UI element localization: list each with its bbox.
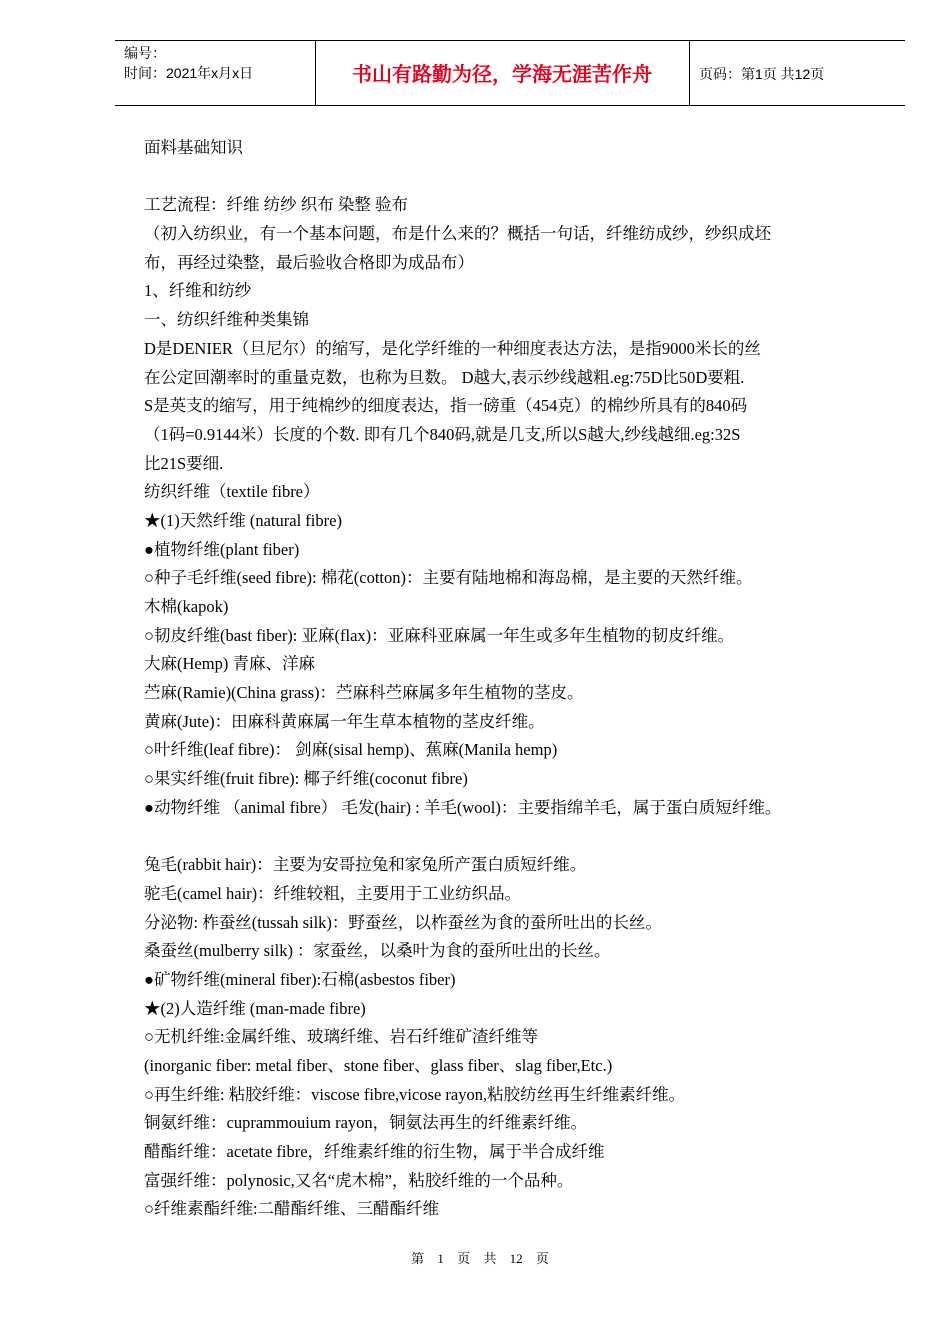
text-line: 富强纤维：polynosic,又名“虎木棉”，粘胶纤维的一个品种。 [144,1170,574,1190]
footer-page-total: 12 [509,1251,523,1266]
footer-text: 页 [457,1251,471,1266]
section-heading: 1、纤维和纺纱 [144,281,252,301]
text-line: (inorganic fiber: metal fiber、stone fiber、glass fiber、slag fiber,Etc.) [144,1056,613,1075]
header-divider [689,41,690,105]
time-label: 时间：2021年x月x日 [124,65,254,81]
text-line: 黄麻(Jute)：田麻科黄麻属一年生草本植物的茎皮纤维。 [144,711,545,731]
text-line: ○种子毛纤维(seed fibre): 棉花(cotton)：主要有陆地棉和海岛棉，是主要的天然纤维。 [144,568,753,588]
header-motto: 书山有路勤为径，学海无涯苦作舟 [352,62,652,86]
text-line: 桑蚕丝(mulberry silk) ：家蚕丝，以桑叶为食的蚕所吐出的长丝。 [144,941,611,961]
footer-page-current: 1 [437,1251,444,1266]
text-line: ○再生纤维: 粘胶纤维：viscose fibre,vicose rayon,粘胶纺丝再生纤维素纤维。 [144,1084,686,1104]
doc-title: 面料基础知识 [144,138,243,157]
text-line: D是DENIER（旦尼尔）的缩写，是化学纤维的一种细度表达方法，是指9000米长的丝 [144,338,761,358]
text-line: 在公定回潮率时的重量克数，也称为旦数。 D越大,表示纱线越粗.eg:75D比50D要粗. [144,367,745,387]
page-header [115,40,905,106]
text-line: 大麻(Hemp) 青麻、洋麻 [144,654,315,674]
text-line: ●矿物纤维(mineral fiber):石棉(asbestos fiber) [144,969,456,989]
text-line: ★(1)天然纤维 (natural fibre) [144,510,342,530]
text-line: ●动物纤维 （animal fibre） 毛发(hair) : 羊毛(wool)：主要指绵羊毛，属于蛋白质短纤维。 [144,797,782,817]
text-line: 兔毛(rabbit hair)：主要为安哥拉兔和家兔所产蛋白质短纤维。 [144,855,587,875]
text-line: ○无机纤维:金属纤维、玻璃纤维、岩石纤维矿渣纤维等 [144,1027,539,1047]
text-line: （初入纺织业，有一个基本问题，布是什么来的？概括一句话，纤维纺成纱，纱织成坯 [144,224,771,244]
text-line: S是英支的缩写，用于纯棉纱的细度表达，指一磅重（454克）的棉纱所具有的840码 [144,396,748,416]
blank-line [144,823,894,852]
text-line: 比21S要细. [144,453,224,473]
document-body [144,134,894,1224]
blank-line [144,163,894,192]
text-line: ○叶纤维(leaf fibre)： 剑麻(sisal hemp)、蕉麻(Manila hemp) [144,740,558,760]
text-line: 分泌物: 柞蚕丝(tussah silk)：野蚕丝，以柞蚕丝为食的蚕所吐出的长丝。 [144,912,662,932]
text-line: ○纤维素酯纤维:二醋酯纤维、三醋酯纤维 [144,1199,440,1219]
text-line: ★(2)人造纤维 (man-made fibre) [144,998,366,1018]
section-heading: 一、纺织纤维种类集锦 [144,310,309,330]
header-page-number: 页码：第1页 共12页 [699,66,825,82]
header-meta [124,43,253,83]
text-line: （1码=0.9144米）长度的个数. 即有几个840码,就是几支,所以S越大,纱线越细.eg:32S [144,424,741,444]
text-line: 木棉(kapok) [144,597,229,616]
text-line: 布，再经过染整，最后验收合格即为成品布） [144,252,474,272]
footer-text: 页 [535,1251,549,1266]
text-line: 苎麻(Ramie)(China grass)：苎麻科苎麻属多年生植物的茎皮。 [144,683,584,703]
code-label: 编号： [124,45,166,61]
text-line: ○韧皮纤维(bast fiber): 亚麻(flax)：亚麻科亚麻属一年生或多年生植物的韧皮纤维。 [144,625,735,645]
text-line: 醋酯纤维：acetate fibre，纤维素纤维的衍生物，属于半合成纤维 [144,1142,605,1162]
text-line: ○果实纤维(fruit fibre): 椰子纤维(coconut fibre) [144,769,468,789]
text-line: 驼毛(camel hair)：纤维较粗，主要用于工业纺织品。 [144,883,522,903]
footer-text: 共 [483,1251,497,1266]
text-line: ●植物纤维(plant fiber) [144,539,300,559]
text-line: 工艺流程：纤维 纺纱 织布 染整 验布 [144,195,408,215]
text-line: 铜氨纤维：cuprammouium rayon，铜氨法再生的纤维素纤维。 [144,1113,588,1133]
page-footer [0,1248,950,1267]
footer-text: 第 [411,1251,425,1266]
text-line: 纺织纤维（textile fibre） [144,482,320,502]
